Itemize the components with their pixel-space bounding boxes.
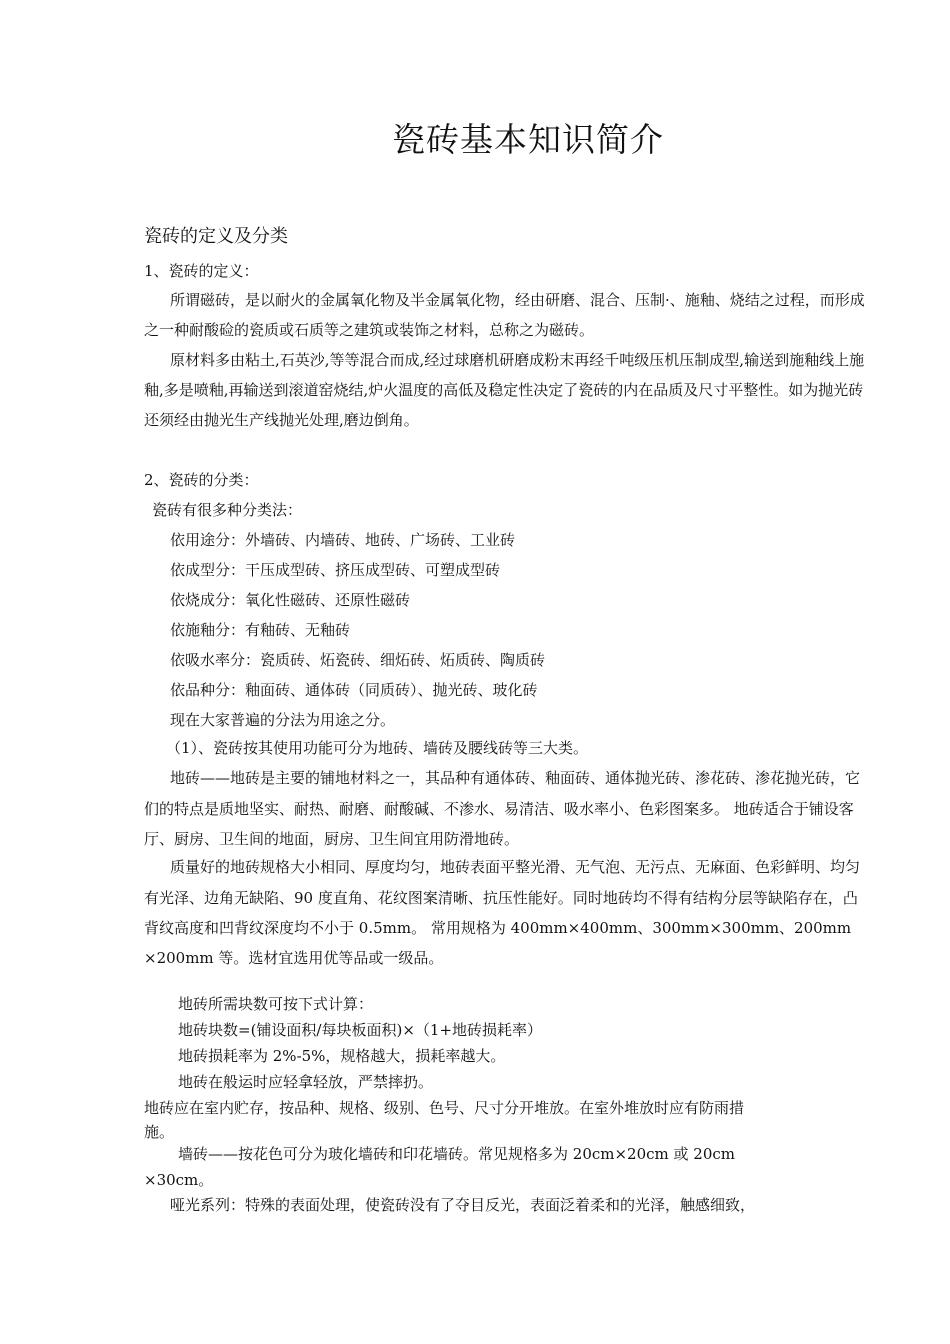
floor-handling: 地砖在般运时应轻拿轻放，严禁摔扔。 [178, 1073, 434, 1091]
floor-quality-line-4: ×200mm 等。选材宜选用优等品或一级品。 [144, 949, 444, 967]
classification-item: 依品种分：釉面砖、通体砖（同质砖）、抛光砖、玻化砖 [170, 681, 538, 699]
definition-paragraph-1-line-2: 之一种耐酸硷的瓷质或石质等之建筑或装饰之材料，总称之为磁砖。 [144, 321, 595, 339]
definition-paragraph-2-line-2: 釉,多是喷釉,再输送到滚道窑烧结,炉火温度的高低及稳定性决定了瓷砖的内在品质及尺寸平整性。如为抛光砖 [144, 381, 864, 399]
classification-intro: 瓷砖有很多种分类法： [152, 501, 303, 519]
floor-quality-line-1: 质量好的地砖规格大小相同、厚度均匀，地砖表面平整光滑、无气泡、无污点、无麻面、色彩鲜明、均匀 [170, 858, 861, 876]
wall-tile-line-2: ×30cm。 [144, 1171, 214, 1189]
floor-tile-line-2: 们的特点是质地坚实、耐热、耐磨、耐酸碱、不渗水、易清洁、吸水率小、色彩图案多。 地砖适合于铺设客 [144, 800, 854, 818]
floor-calc-line-1: 地砖所需块数可按下式计算： [178, 995, 374, 1013]
definition-heading: 1、瓷砖的定义： [144, 262, 259, 280]
classification-heading: 2、瓷砖的分类： [144, 471, 259, 489]
section-heading: 瓷砖的定义及分类 [144, 226, 288, 247]
classification-item: 依吸水率分：瓷质砖、炻瓷砖、细炻砖、炻质砖、陶质砖 [170, 651, 546, 669]
classification-common: 现在大家普遍的分法为用途之分。 [170, 711, 396, 729]
definition-paragraph-1-line-1: 所谓磁砖，是以耐火的金属氧化物及半金属氧化物，经由研磨、混合、压制·、施釉、烧结之过程，而形成 [170, 291, 865, 309]
matte-series-line: 哑光系列：特殊的表面处理，使瓷砖没有了夺目反光，表面泛着柔和的光泽，触感细致， [170, 1196, 756, 1214]
wall-tile-line-1: 墙砖——按花色可分为玻化墙砖和印花墙砖。常见规格多为 20cm×20cm 或 20cm [178, 1145, 736, 1163]
floor-storage-line-1: 地砖应在室内贮存，按品种、规格、级别、色号、尺寸分开堆放。在室外堆放时应有防雨措 [144, 1099, 745, 1117]
classification-item: 依用途分：外墙砖、内墙砖、地砖、广场砖、工业砖 [170, 531, 516, 549]
floor-calc-formula: 地砖块数=(铺设面积/每块板面积)×（1+地砖损耗率） [178, 1021, 543, 1039]
classification-item: 依烧成分：氧化性磁砖、还原性磁砖 [170, 591, 411, 609]
floor-tile-line-1: 地砖——地砖是主要的铺地材料之一，其品种有通体砖、釉面砖、通体抛光砖、渗花砖、渗花抛光砖，它 [170, 769, 861, 787]
document-title: 瓷砖基本知识简介 [392, 120, 664, 159]
floor-quality-line-3: 背纹高度和凹背纹深度均不小于 0.5mm。 常用规格为 400mm×400mm、300mm×300mm、200mm [144, 919, 852, 937]
definition-paragraph-2-line-1: 原材料多由粘土,石英沙,等等混合而成,经过球磨机研磨成粉末再经千吨级压机压制成型,输送到施釉线上施 [170, 351, 865, 369]
floor-calc-loss-rate: 地砖损耗率为 2%-5%，规格越大，损耗率越大。 [178, 1047, 506, 1065]
classification-item: 依施釉分：有釉砖、无釉砖 [170, 621, 351, 639]
floor-tile-line-3: 厅、厨房、卫生间的地面，厨房、卫生间宜用防滑地砖。 [144, 830, 520, 848]
classification-item: 依成型分：干压成型砖、挤压成型砖、可塑成型砖 [170, 561, 501, 579]
classification-function: （1）、瓷砖按其使用功能可分为地砖、墙砖及腰线砖等三大类。 [166, 739, 589, 757]
floor-storage-line-2: 施。 [144, 1123, 175, 1141]
floor-quality-line-2: 有光泽、边角无缺陷、90 度直角、花纹图案清晰、抗压性能好。同时地砖均不得有结构分层等缺陷存在，凸 [144, 889, 858, 907]
definition-paragraph-2-line-3: 还须经由抛光生产线抛光处理,磨边倒角。 [144, 411, 419, 429]
